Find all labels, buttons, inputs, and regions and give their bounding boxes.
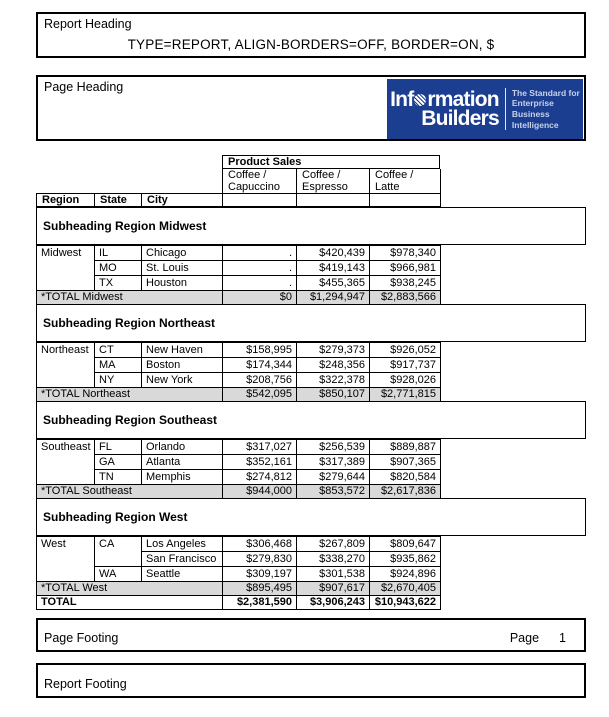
header-empty-cell (297, 194, 370, 207)
subtotal-row (37, 485, 441, 499)
state-cell: MO (95, 261, 142, 276)
subtotal-value: $2,670,405 (370, 582, 441, 596)
report-heading-label: Report Heading (44, 17, 132, 31)
header-region: Region (37, 194, 95, 207)
region-cell: Northeast (37, 343, 95, 388)
grand-total-label: TOTAL (37, 596, 223, 610)
subtotal-value: $944,000 (223, 485, 297, 499)
state-cell: NY (95, 373, 142, 388)
region-table-northeast (36, 342, 441, 402)
subheading-southeast: Subheading Region Southeast (36, 401, 586, 439)
table-row (37, 261, 441, 276)
table-row (37, 440, 441, 455)
value-cell: $174,344 (223, 358, 297, 373)
value-cell: . (223, 261, 297, 276)
table-row (37, 373, 441, 388)
city-cell: New York (142, 373, 223, 388)
table-row (37, 470, 441, 485)
region-table-midwest (36, 245, 441, 305)
column-header-latte: Coffee / Latte (370, 169, 441, 193)
subtotal-label: *TOTAL Midwest (37, 291, 223, 305)
column-header-capuccino: Coffee / Capuccino (223, 169, 297, 193)
subheading-northeast: Subheading Region Northeast (36, 304, 586, 342)
value-cell: $889,887 (370, 440, 441, 455)
value-cell: $317,389 (297, 455, 370, 470)
subtotal-value: $2,771,815 (370, 388, 441, 402)
grand-total-row (37, 596, 441, 610)
report-type-line: TYPE=REPORT, ALIGN-BORDERS=OFF, BORDER=ON, $ (127, 37, 495, 52)
value-cell: $907,365 (370, 455, 441, 470)
city-cell: Los Angeles (142, 537, 223, 552)
subheading-midwest: Subheading Region Midwest (36, 207, 586, 245)
value-cell: $309,197 (223, 567, 297, 582)
subtotal-value: $853,572 (297, 485, 370, 499)
value-cell: $248,356 (297, 358, 370, 373)
value-cell: $419,143 (297, 261, 370, 276)
grand-total-value: $2,381,590 (223, 596, 297, 610)
value-cell: $256,539 (297, 440, 370, 455)
state-cell: GA (95, 455, 142, 470)
column-headers (222, 169, 441, 193)
value-cell: . (223, 276, 297, 291)
header-empty-cell (370, 194, 441, 207)
table-row (37, 246, 441, 261)
table-row (37, 537, 441, 552)
value-cell: $322,378 (297, 373, 370, 388)
header-city: City (142, 194, 223, 207)
value-cell: $317,027 (223, 440, 297, 455)
subtotal-row (37, 582, 441, 596)
page-footing-box (36, 618, 586, 652)
value-cell: $158,995 (223, 343, 297, 358)
logo-line2: Builders (421, 107, 499, 130)
globe-icon (414, 94, 426, 106)
subtotal-value: $1,294,947 (297, 291, 370, 305)
value-cell: $306,468 (223, 537, 297, 552)
city-cell: Atlanta (142, 455, 223, 470)
subheading-west: Subheading Region West (36, 498, 586, 536)
region-cell: Southeast (37, 440, 95, 485)
value-cell: $338,270 (297, 552, 370, 567)
state-cell: TN (95, 470, 142, 485)
subtotal-label: *TOTAL Northeast (37, 388, 223, 402)
subtotal-value: $850,107 (297, 388, 370, 402)
subtotal-value: $895,495 (223, 582, 297, 596)
subtotal-value: $2,883,566 (370, 291, 441, 305)
table-row (37, 455, 441, 470)
value-cell: $978,340 (370, 246, 441, 261)
column-header-espresso: Coffee / Espresso (297, 169, 370, 193)
value-cell: $809,647 (370, 537, 441, 552)
city-cell: St. Louis (142, 261, 223, 276)
row-header-bar (36, 193, 441, 207)
state-cell: FL (95, 440, 142, 455)
value-cell: $267,809 (297, 537, 370, 552)
table-row (37, 343, 441, 358)
value-cell: $820,584 (370, 470, 441, 485)
region-cell: Midwest (37, 246, 95, 291)
subtotal-value: $542,095 (223, 388, 297, 402)
value-cell: $279,644 (297, 470, 370, 485)
state-cell: IL (95, 246, 142, 261)
value-cell: $352,161 (223, 455, 297, 470)
header-empty-cell (223, 194, 297, 207)
subtotal-value: $0 (223, 291, 297, 305)
value-cell: $301,538 (297, 567, 370, 582)
information-builders-logo (387, 79, 583, 139)
city-cell: Seattle (142, 567, 223, 582)
city-cell: Houston (142, 276, 223, 291)
product-sales-header: Product Sales (222, 155, 440, 169)
value-cell: $966,981 (370, 261, 441, 276)
value-cell: $917,737 (370, 358, 441, 373)
report-footing-label: Report Footing (44, 677, 127, 691)
page-number: Page 1 (509, 631, 566, 645)
table-row (37, 276, 441, 291)
subtotal-row (37, 291, 441, 305)
page-footing-label: Page Footing (44, 631, 119, 645)
subtotal-value: $907,617 (297, 582, 370, 596)
state-cell: WA (95, 567, 142, 582)
state-cell: CA (95, 537, 142, 567)
value-cell: $455,365 (297, 276, 370, 291)
page-heading-box (36, 75, 586, 141)
value-cell: $208,756 (223, 373, 297, 388)
value-cell: $938,245 (370, 276, 441, 291)
region-table-southeast (36, 439, 441, 499)
value-cell: $935,862 (370, 552, 441, 567)
report-heading-box (36, 12, 586, 58)
header-state: State (95, 194, 142, 207)
state-cell: MA (95, 358, 142, 373)
table-row (37, 567, 441, 582)
logo-wordmark (390, 87, 499, 130)
value-cell: $420,439 (297, 246, 370, 261)
city-cell: Orlando (142, 440, 223, 455)
value-cell: $924,896 (370, 567, 441, 582)
report-footing-box (36, 663, 586, 698)
region-table-west (36, 536, 441, 610)
city-cell: New Haven (142, 343, 223, 358)
subtotal-label: *TOTAL West (37, 582, 223, 596)
city-cell: Chicago (142, 246, 223, 261)
value-cell: $279,830 (223, 552, 297, 567)
value-cell: $926,052 (370, 343, 441, 358)
value-cell: $279,373 (297, 343, 370, 358)
city-cell: San Francisco (142, 552, 223, 567)
value-cell: $274,812 (223, 470, 297, 485)
subtotal-label: *TOTAL Southeast (37, 485, 223, 499)
value-cell: $928,026 (370, 373, 441, 388)
city-cell: Memphis (142, 470, 223, 485)
subtotal-value: $2,617,836 (370, 485, 441, 499)
grand-total-value: $3,906,243 (297, 596, 370, 610)
subtotal-row (37, 388, 441, 402)
city-cell: Boston (142, 358, 223, 373)
logo-line1: Inf rmation (390, 87, 499, 111)
region-cell: West (37, 537, 95, 582)
grand-total-value: $10,943,622 (370, 596, 441, 610)
value-cell: . (223, 246, 297, 261)
state-cell: TX (95, 276, 142, 291)
logo-tagline: The Standard for Enterprise Business Intelligence (505, 88, 580, 131)
page-heading-label: Page Heading (44, 80, 124, 94)
table-row (37, 358, 441, 373)
state-cell: CT (95, 343, 142, 358)
